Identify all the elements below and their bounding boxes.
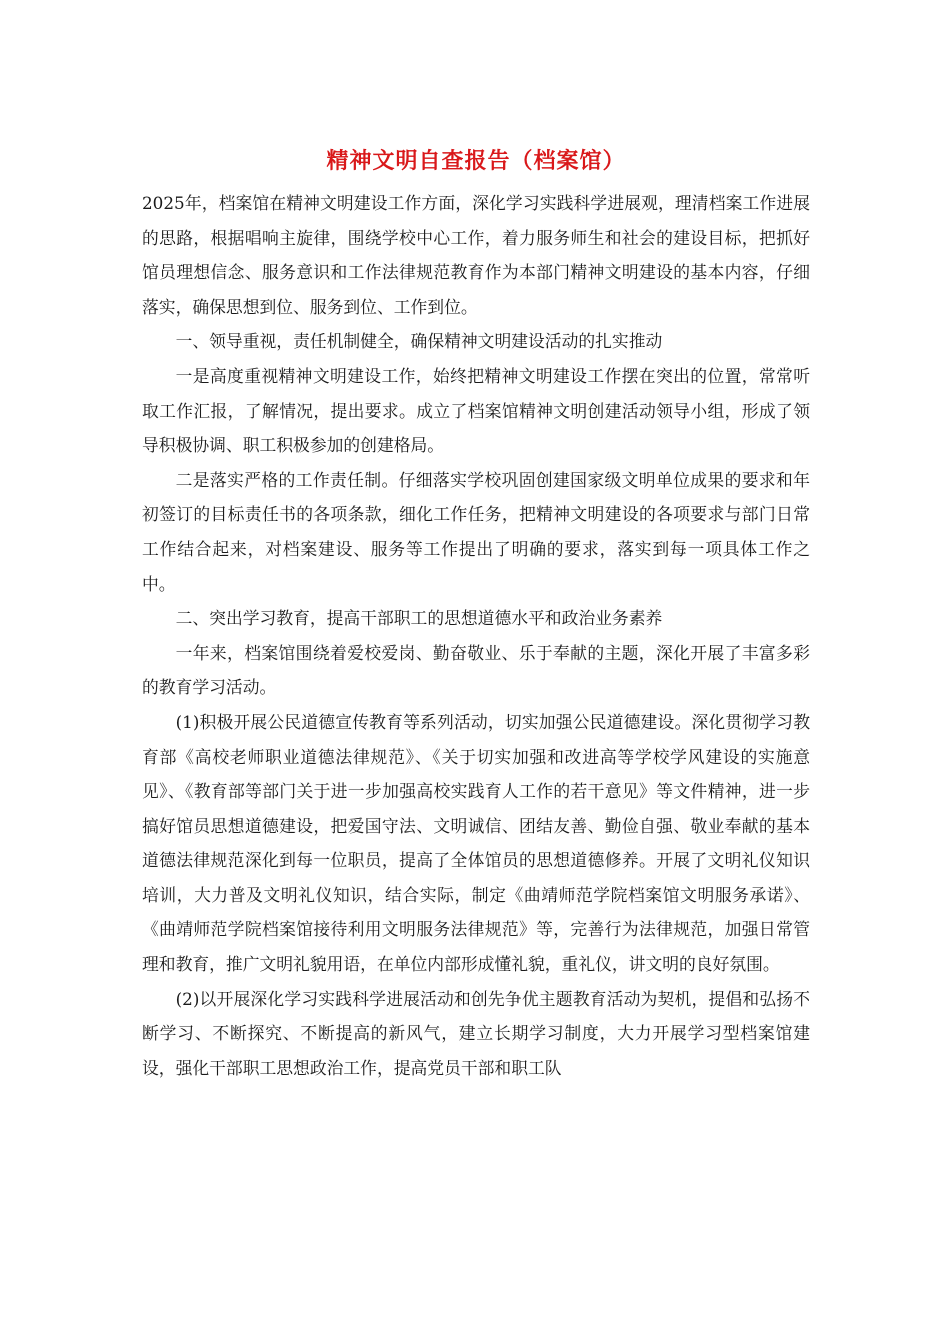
body-paragraph: 二、突出学习教育，提高干部职工的思想道德水平和政治业务素养 — [175, 608, 663, 629]
body-paragraph: 一年来，档案馆围绕着爱校爱岗、勤奋敬业、乐于奉献的主题，深化开展了丰富多彩的教育学习活动。 — [142, 642, 810, 698]
document-body — [142, 146, 810, 1085]
body-paragraph: 一、领导重视，责任机制健全，确保精神文明建设活动的扎实推动 — [175, 331, 663, 352]
body-paragraph: 二是落实严格的工作责任制。仔细落实学校巩固创建国家级文明单位成果的要求和年初签订的目标责任书的各项条款，细化工作任务，把精神文明建设的各项要求与部门日常工作结合起来，对档案建设、服务等工作提出了明确的要求，落实到每一项具体工作之中。 — [142, 469, 810, 594]
body-paragraph: (2)以开展深化学习实践科学进展活动和创先争优主题教育活动为契机，提倡和弘扬不断学习、不断探究、不断提高的新风气，建立长期学习制度，大力开展学习型档案馆建设，强化干部职工思想政治工作，提高党员干部和职工队 — [142, 988, 810, 1078]
document-title: 精神文明自查报告（档案馆） — [326, 149, 626, 174]
body-paragraph: 2025年，档案馆在精神文明建设工作方面，深化学习实践科学进展观，理清档案工作进展的思路，根据唱响主旋律，围绕学校中心工作，着力服务师生和社会的建设目标，把抓好馆员理想信念、服务意识和工作法律规范教育作为本部门精神文明建设的基本内容，仔细落实，确保思想到位、服务到位、工作到位。 — [142, 193, 810, 317]
body-paragraph: 一是高度重视精神文明建设工作，始终把精神文明建设工作摆在突出的位置，常常听取工作汇报，了解情况，提出要求。成立了档案馆精神文明创建活动领导小组，形成了领导积极协调、职工积极参加的创建格局。 — [142, 365, 810, 456]
document-paragraphs — [142, 186, 810, 1085]
body-paragraph: (1)积极开展公民道德宣传教育等系列活动，切实加强公民道德建设。深化贯彻学习教育部《高校老师职业道德法律规范》、《关于切实加强和改进高等学校学风建设的实施意见》、《教育部等部门关于进一步加强高校实践育人工作的若干意见》等文件精神，进一步搞好馆员思想道德建设，把爱国守法、文明诚信、团结友善、勤俭自强、敬业奉献的基本道德法律规范深化到每一位职员，提高了全体馆员的思想道德修养。开展了文明礼仪知识培训，大力普及文明礼仪知识，结合实际，制定《曲靖师范学院档案馆文明服务承诺》、《曲靖师范学院档案馆接待利用文明服务法律规范》等，完善行为法律规范，加强日常管理和教育，推广文明礼貌用语，在单位内部形成懂礼貌，重礼仪，讲文明的良好氛围。 — [142, 711, 810, 975]
